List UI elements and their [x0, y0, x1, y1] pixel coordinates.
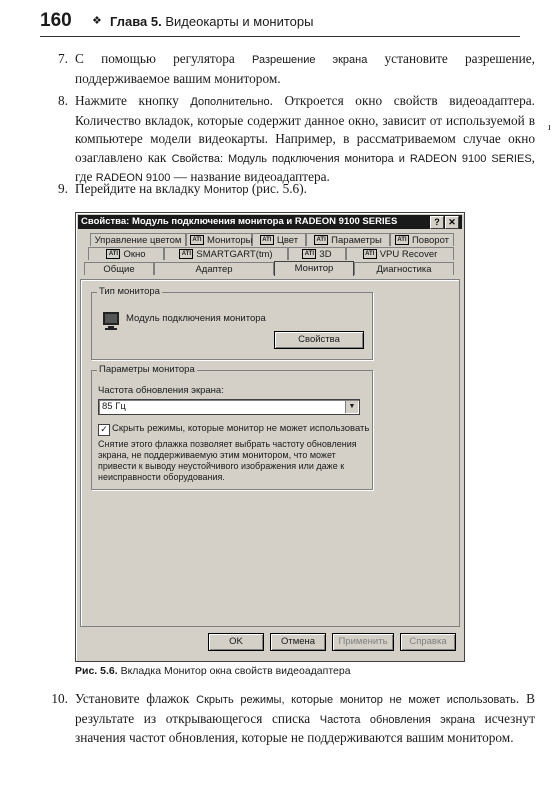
chapter-title: Глава 5. Видеокарты и мониторы: [110, 14, 314, 29]
tab-adapter[interactable]: Адаптер: [154, 262, 274, 275]
monitor-params-group: Параметры монитора Частота обновления экрана: 85 Гц ▼ ✓ Скрыть режимы, которые монитор не может использовать Снятие этого флажка позволяет выбрать частоту обновления экрана, не поддерживаемую этим монитором, что может привести к выводу неустойчивого изображения или даже к неисправности оборудования.: [91, 370, 373, 490]
list-item-7: 7. С помощью регулятора Разрешение экрана установите разрешение, поддерживаемое вашим монитором.: [58, 51, 535, 86]
tab-monitors[interactable]: ATI Мониторы: [186, 233, 252, 246]
list-item-10: 10. Установите флажок Скрыть режимы, которые монитор не может использовать. В результате из открывающегося списка Частота обновления экрана исчезнут значения частот обновления, которые не поддерживаются вашим монитором.: [51, 691, 536, 745]
tab-monitor[interactable]: Монитор: [274, 261, 354, 276]
margin-mark: ı: [548, 122, 551, 133]
tab-smartgart[interactable]: ATI SMARTGART(tm): [164, 247, 288, 260]
ati-icon: ATI: [260, 235, 274, 245]
cancel-button[interactable]: Отмена: [270, 633, 326, 651]
tab-diagnostics[interactable]: Диагностика: [354, 262, 454, 275]
list-item-8: 8. Нажмите кнопку Дополнительно. Откроется окно свойств видеоадаптера. Количество вкладок, которые содержит данное окно, зависит от используемой в компьютере модели видеокарты. Например, в рассматриваемом случае окно озаглавлено как Свойства: Модуль подключения монитора и RADEON 9100 SERIES, где RADEON 9100 — название видеоадаптера.: [58, 93, 536, 184]
chevron-down-icon[interactable]: ▼: [345, 401, 358, 413]
hide-modes-checkbox[interactable]: ✓: [98, 424, 110, 436]
header-rule: [40, 36, 520, 37]
ati-icon: ATI: [302, 249, 316, 259]
ok-button[interactable]: OK: [208, 633, 264, 651]
list-item-9: 9. Перейдите на вкладку Монитор (рис. 5.6).: [58, 181, 307, 196]
ati-icon: ATI: [190, 235, 204, 245]
refresh-rate-select[interactable]: 85 Гц ▼: [98, 399, 360, 415]
tab-panel-monitor: [80, 279, 460, 627]
properties-dialog: [75, 212, 465, 662]
monitor-name: Модуль подключения монитора: [126, 313, 266, 324]
tab-color[interactable]: ATI Цвет: [252, 233, 306, 246]
tab-window[interactable]: ATI Окно: [88, 247, 164, 260]
tab-color-management[interactable]: Управление цветом: [90, 233, 186, 246]
dialog-titlebar[interactable]: [78, 215, 462, 229]
properties-button[interactable]: Свойства: [274, 331, 364, 349]
ati-icon: ATI: [106, 249, 120, 259]
ati-icon: ATI: [363, 249, 377, 259]
running-header: [40, 12, 520, 34]
refresh-rate-label: Частота обновления экрана:: [98, 385, 224, 396]
page-number: 160: [40, 10, 72, 31]
help-button[interactable]: Справка: [400, 633, 456, 651]
warning-note: Снятие этого флажка позволяет выбрать частоту обновления экрана, не поддерживаемую этим монитором, что может привести к выводу неустойчивого изображения или даже к неисправности оборудования.: [98, 439, 357, 482]
monitor-icon: [102, 311, 120, 331]
tab-general[interactable]: Общие: [84, 262, 154, 275]
help-title-button[interactable]: ?: [430, 216, 444, 229]
ati-icon: ATI: [395, 235, 409, 245]
tab-3d[interactable]: ATI 3D: [288, 247, 346, 260]
apply-button[interactable]: Применить: [332, 633, 394, 651]
hide-modes-label[interactable]: Скрыть режимы, которые монитор не может использовать: [112, 423, 370, 434]
ati-icon: ATI: [179, 249, 193, 259]
dialog-title: Свойства: Модуль подключения монитора и RADEON 9100 SERIES: [81, 216, 398, 227]
tab-rotation[interactable]: ATI Поворот: [390, 233, 454, 246]
tab-parameters[interactable]: ATI Параметры: [306, 233, 390, 246]
close-icon[interactable]: ✕: [445, 216, 459, 229]
monitor-type-group: Тип монитора Модуль подключения монитора Свойства: [91, 292, 373, 360]
tab-vpu-recover[interactable]: ATI VPU Recover: [346, 247, 454, 260]
ati-icon: ATI: [314, 235, 328, 245]
header-separator: ❖: [92, 15, 102, 27]
figure-caption: Рис. 5.6. Вкладка Монитор окна свойств видеоадаптера: [75, 665, 351, 677]
